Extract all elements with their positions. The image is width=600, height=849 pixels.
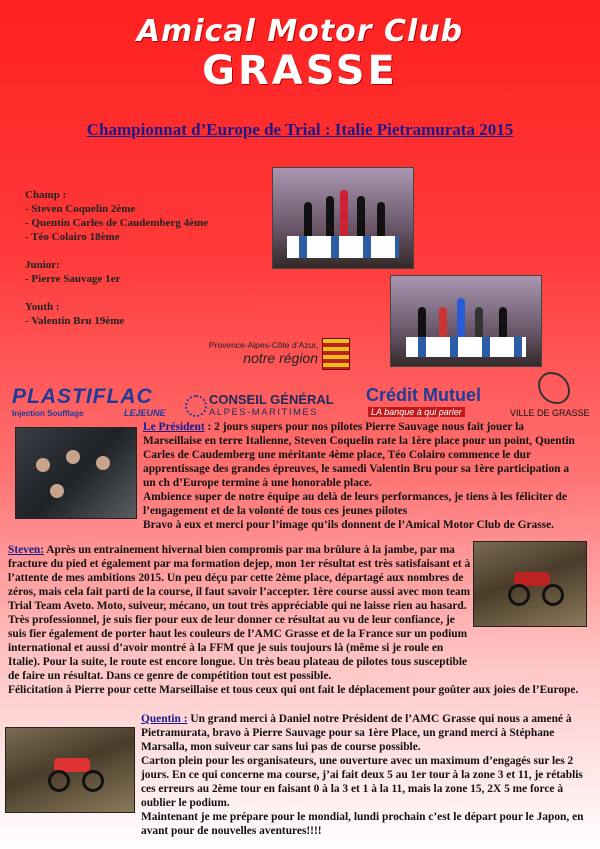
plastiflac-sub2: LEJEUNE bbox=[124, 408, 166, 418]
podium-photo-junior bbox=[390, 275, 542, 367]
champ-heading: Champ : bbox=[25, 189, 67, 201]
quentin-p2: Carton plein pour les organisateurs, une ouverture avec un maximum d’engagés sur les 2 jours. En ce qui concerne ma course, j’ai fait deux 5 au 1er tour à la zone 3 et 11, je rétablis ces erreurs au 2ème tour en faisant 0 à la 3 et 1 à la 11, mais la zone 15, 2X 5 me force à oublier le podium. bbox=[141, 755, 583, 809]
credit-mutuel-name: Crédit Mutuel bbox=[366, 385, 481, 405]
region-logo bbox=[192, 340, 318, 366]
ville-grasse-icon bbox=[538, 372, 570, 404]
quentin-text: Un grand merci à Daniel notre Président de l’AMC Grasse qui nous a amené à Pietramurata, bravo à Pierre Sauvage pour sa 1ère Place, un grand merci à Stéphane Marsalla, mon suiveur car sans lui pas de course possible. bbox=[141, 713, 572, 753]
quentin-statement bbox=[141, 712, 591, 838]
quentin-p3: Maintenant je me prépare pour le mondial, lundi prochain c’est le départ pour le Japon, en avant pour de nouvelles aventures!!!! bbox=[141, 811, 584, 837]
president-text: : 2 jours supers pour nos pilotes Pierre Sauvage nous fait jouer la Marseillaise en terre Italienne, Steven Coquelin rate la 1ère place pour un point, Quentin Carles de Caudemberg une méritante 4ème place, Téo Colairo commence le dur apprentissage des grandes épreuves, le samedi Valentin Bru pour sa 1ère participation a un ch d’Europe termine à une honorable place. bbox=[143, 421, 575, 489]
club-city: GRASSE bbox=[202, 48, 398, 94]
junior-heading: Junior: bbox=[25, 259, 60, 271]
quentin-label: Quentin : bbox=[141, 713, 188, 725]
result-item: - Quentin Carles de Caudemberg 4ème bbox=[25, 217, 209, 229]
conseil-line2: ALPES-MARITIMES bbox=[209, 407, 319, 418]
team-photo bbox=[15, 427, 137, 519]
result-item: - Téo Colairo 18ème bbox=[25, 231, 120, 243]
steven-text: Après un entrainement hivernal bien compromis par ma brûlure à la jambe, par ma fracture du pied et également par ma formation dejep, mon 1er résultat est très satisfaisant et à l’attente de mes ambitions 2015. Un peu déçu par cette 2ème place, départagé aux nombres de zéros, mais cela fait parti de la course, il faut savoir l’accepter. 1ère course aussi avec mon team Trial Team Aveto. Moto, suiveur, mécano, un tout très appréciable qui ne laisse rien au hasard. Très professionnel, je suis fier pour eux de leur donner ce résultat au vu de leur confiance, je suis fier également de porter haut les couleurs de l’AMC Grasse et de la France sur un podium international et aussi d’avoir montré à la FFM que je suis toujours là (même si je roule en Italie). Pour la suite, le route est encore longue. Un très beau plateau de pilotes tous susceptible de faire un résultat. Dans ce genre de compétition tout est possible. bbox=[8, 544, 471, 682]
steven-p2: Félicitation à Pierre pour cette Marseillaise et tous ceux qui ont fait le déplacement pour goûter aux joies de l’Europe. bbox=[8, 684, 579, 696]
ville-grasse-logo bbox=[510, 372, 594, 422]
result-item: - Valentin Bru 19ème bbox=[25, 315, 125, 327]
quentin-trial-photo bbox=[5, 727, 135, 813]
plastiflac-name: PLASTIFLAC bbox=[12, 385, 153, 408]
conseil-general-icon bbox=[185, 395, 207, 417]
plastiflac-sub1: Injection Soufflage bbox=[12, 409, 84, 418]
results-list bbox=[25, 188, 208, 328]
plastiflac-logo bbox=[12, 385, 172, 421]
steven-statement bbox=[8, 543, 593, 697]
podium-photo-champ bbox=[272, 167, 414, 269]
ville-grasse-name: VILLE DE GRASSE bbox=[510, 408, 590, 418]
credit-mutuel-logo bbox=[366, 385, 501, 421]
region-flag-icon bbox=[322, 338, 350, 370]
region-line2: notre région bbox=[243, 350, 318, 366]
credit-mutuel-tagline: LA banque à qui parler bbox=[368, 407, 465, 417]
president-p3: Bravo à eux et merci pour l’image qu’ils donnent de l’Amical Motor Club de Grasse. bbox=[143, 519, 554, 531]
steven-label: Steven: bbox=[8, 544, 45, 556]
president-statement bbox=[143, 420, 583, 532]
conseil-line1: CONSEIL GÉNÉRAL bbox=[209, 392, 334, 407]
event-title: Championnat d’Europe de Trial : Italie Pietramurata 2015 bbox=[86, 120, 514, 139]
president-label: Le Président bbox=[143, 421, 205, 433]
youth-heading: Youth : bbox=[25, 301, 60, 313]
result-item: - Pierre Sauvage 1er bbox=[25, 273, 121, 285]
president-p2: Ambience super de notre équipe au delà de leurs performances, je tiens à les féliciter de l’engagement et de la volonté de tous ces jeunes pilotes bbox=[143, 491, 567, 517]
club-name: Amical Motor Club bbox=[136, 14, 464, 49]
result-item: - Steven Coquelin 2ème bbox=[25, 203, 136, 215]
region-line1: Provence-Alpes-Côte d’Azur, bbox=[208, 340, 318, 350]
